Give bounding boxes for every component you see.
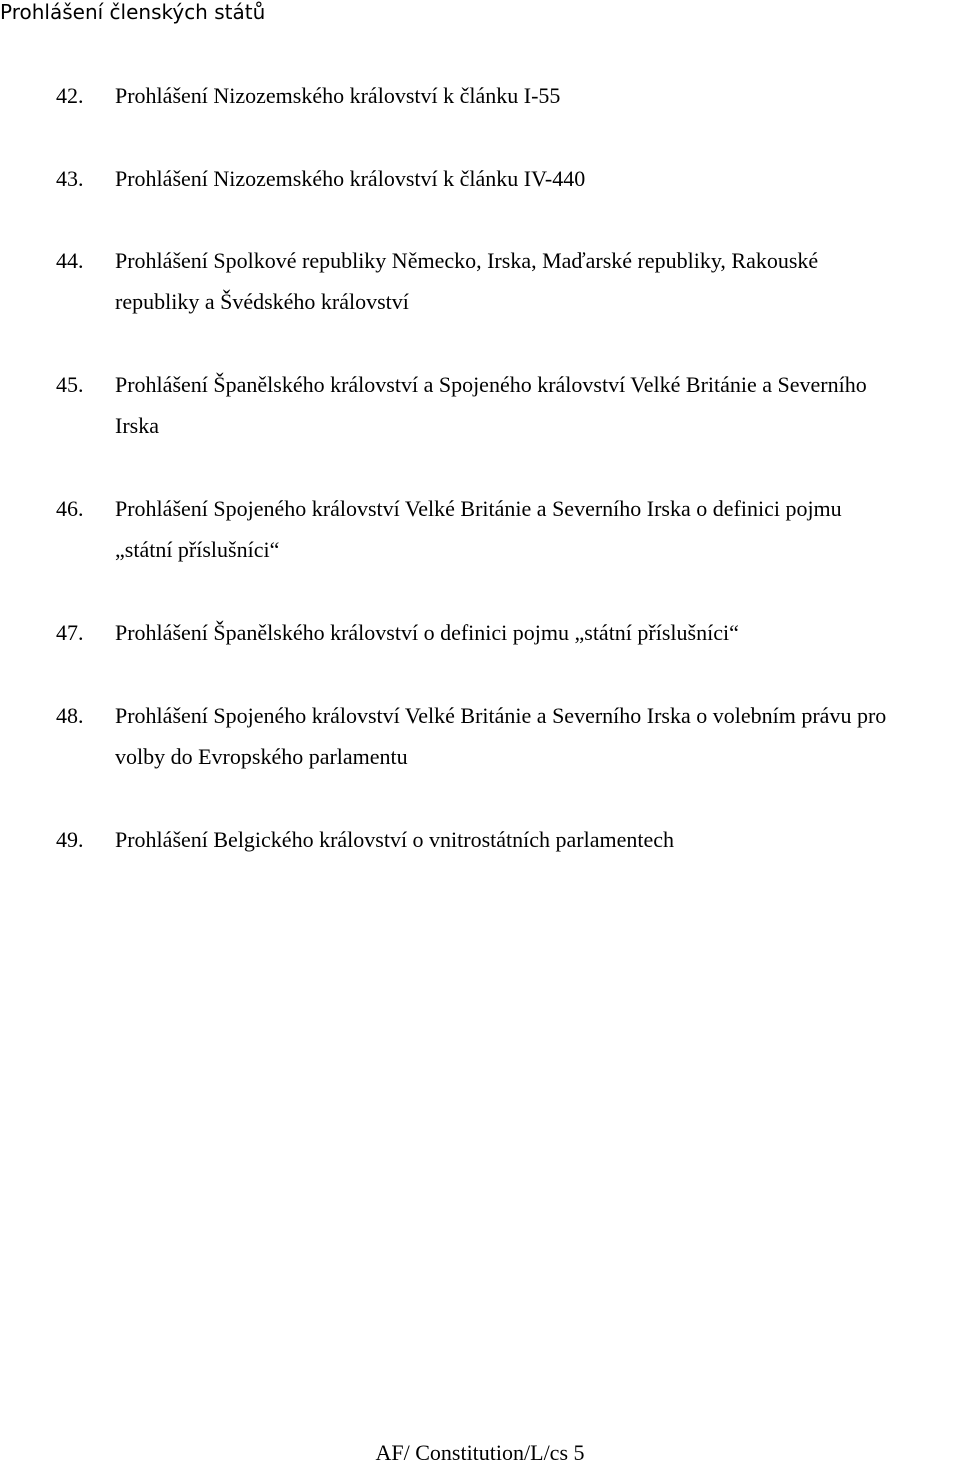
list-item xyxy=(56,364,960,446)
list-item xyxy=(56,75,960,116)
list-item xyxy=(56,819,960,860)
list-item-text: Prohlášení Spojeného království Velké Británie a Severního Irska o definici pojmu „státní příslušníci“ xyxy=(115,496,842,562)
list-item xyxy=(56,695,960,777)
list-item-text: Prohlášení Nizozemského království k článku I-55 xyxy=(115,83,561,108)
list-item-number: 48. xyxy=(56,703,84,728)
list-item-number: 43. xyxy=(56,166,84,191)
list-item-number: 46. xyxy=(56,496,84,521)
list-item xyxy=(56,488,960,570)
list-item-text: Prohlášení Spolkové republiky Německo, Irska, Maďarské republiky, Rakouské republiky a Švédského království xyxy=(115,248,819,314)
list-item-number: 49. xyxy=(56,827,84,852)
page-header: Prohlášení členských států xyxy=(0,0,266,24)
list-item-text: Prohlášení Španělského království a Spojeného království Velké Británie a Severního Irska xyxy=(115,372,867,438)
list-item-number: 44. xyxy=(56,248,84,273)
list-item-text: Prohlášení Nizozemského království k článku IV-440 xyxy=(115,166,586,191)
list-item-text: Prohlášení Spojeného království Velké Británie a Severního Irska o volebním právu pro volby do Evropského parlamentu xyxy=(115,703,887,769)
list-item-number: 45. xyxy=(56,372,84,397)
page-footer-reference: AF/ Constitution/L/cs 5 xyxy=(375,1440,585,1465)
list-item xyxy=(56,612,960,653)
list-item-text: Prohlášení Španělského království o definici pojmu „státní příslušníci“ xyxy=(115,620,739,645)
list-item-number: 47. xyxy=(56,620,84,645)
list-item-number: 42. xyxy=(56,83,84,108)
list-item xyxy=(56,240,960,322)
list-item-text: Prohlášení Belgického království o vnitrostátních parlamentech xyxy=(115,827,675,852)
list-item xyxy=(56,158,960,199)
